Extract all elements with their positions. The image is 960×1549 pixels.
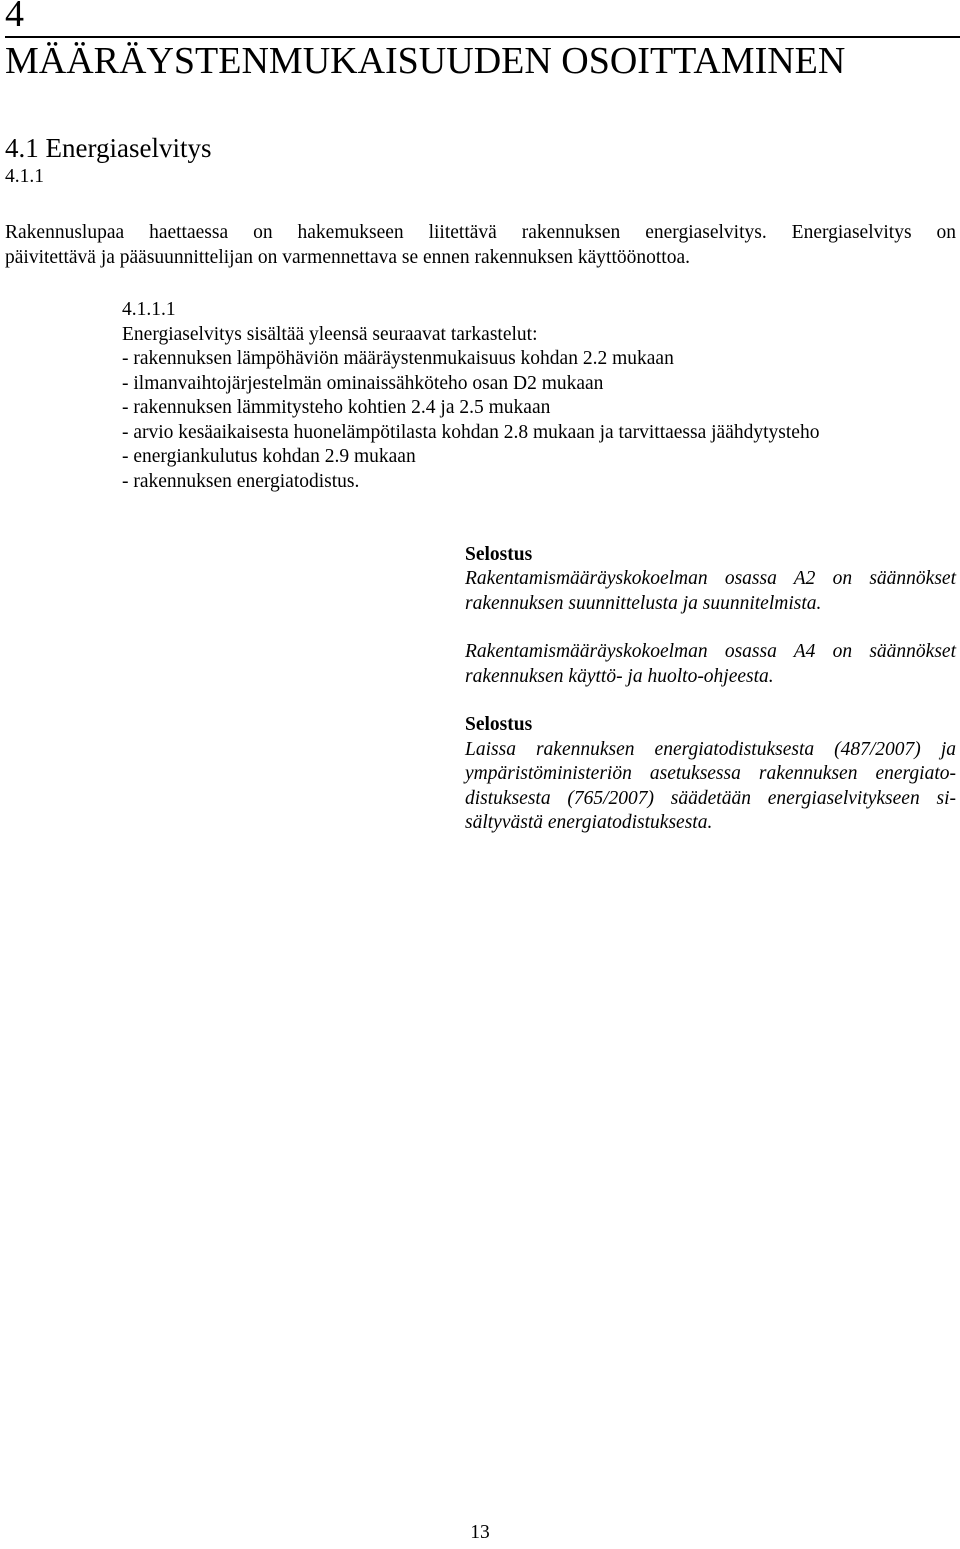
item-number: 4.1.1.1 <box>122 299 176 320</box>
subsection-number: 4.1.1 <box>5 166 44 187</box>
note-line: rakennuksen käyttö- ja huolto-ohjeesta. <box>465 666 774 687</box>
chapter-number: 4 <box>5 0 24 35</box>
chapter-title: MÄÄRÄYSTENMUKAISUUDEN OSOITTAMINEN <box>5 40 846 82</box>
list-item: - energiankulutus kohdan 2.9 mukaan <box>122 446 416 467</box>
subsection-line-2: päivitettävä ja pääsuunnittelijan on varmennettava se ennen rakennuksen käyttöönottoa. <box>5 247 690 268</box>
chapter-rule <box>5 36 960 38</box>
note-heading: Selostus <box>465 714 533 735</box>
subsection-line-1: Rakennuslupaa haettaessa on hakemukseen liitettävä rakennuksen energiaselvitys. Energiaselvitys on <box>5 222 956 243</box>
note-line: ympäristöministeriön asetuksessa rakennuksen energiato- <box>465 763 956 784</box>
list-item: - rakennuksen lämmitysteho kohtien 2.4 ja 2.5 mukaan <box>122 397 551 418</box>
item-intro: Energiaselvitys sisältää yleensä seuraavat tarkastelut: <box>122 324 538 345</box>
note-line: distuksesta (765/2007) säädetään energiaselvitykseen si- <box>465 788 956 809</box>
list-item: - ilmanvaihtojärjestelmän ominaissähköteho osan D2 mukaan <box>122 373 604 394</box>
note-line: Rakentamismääräyskokoelman osassa A4 on säännökset <box>465 641 956 662</box>
section-title: 4.1 Energiaselvitys <box>5 133 212 163</box>
note-line: Laissa rakennuksen energiatodistuksesta (487/2007) ja <box>465 739 956 760</box>
list-item: - rakennuksen lämpöhäviön määräystenmukaisuus kohdan 2.2 mukaan <box>122 348 674 369</box>
note-line: Rakentamismääräyskokoelman osassa A2 on säännökset <box>465 568 956 589</box>
note-line: rakennuksen suunnittelusta ja suunnitelmista. <box>465 593 822 614</box>
list-item: - rakennuksen energiatodistus. <box>122 471 360 492</box>
list-item: - arvio kesäaikaisesta huonelämpötilasta kohdan 2.8 mukaan ja tarvittaessa jäähdytysteho <box>122 422 820 443</box>
note-line: sältyvästä energiatodistuksesta. <box>465 812 713 833</box>
note-heading: Selostus <box>465 544 533 565</box>
page-number: 13 <box>470 1522 490 1543</box>
